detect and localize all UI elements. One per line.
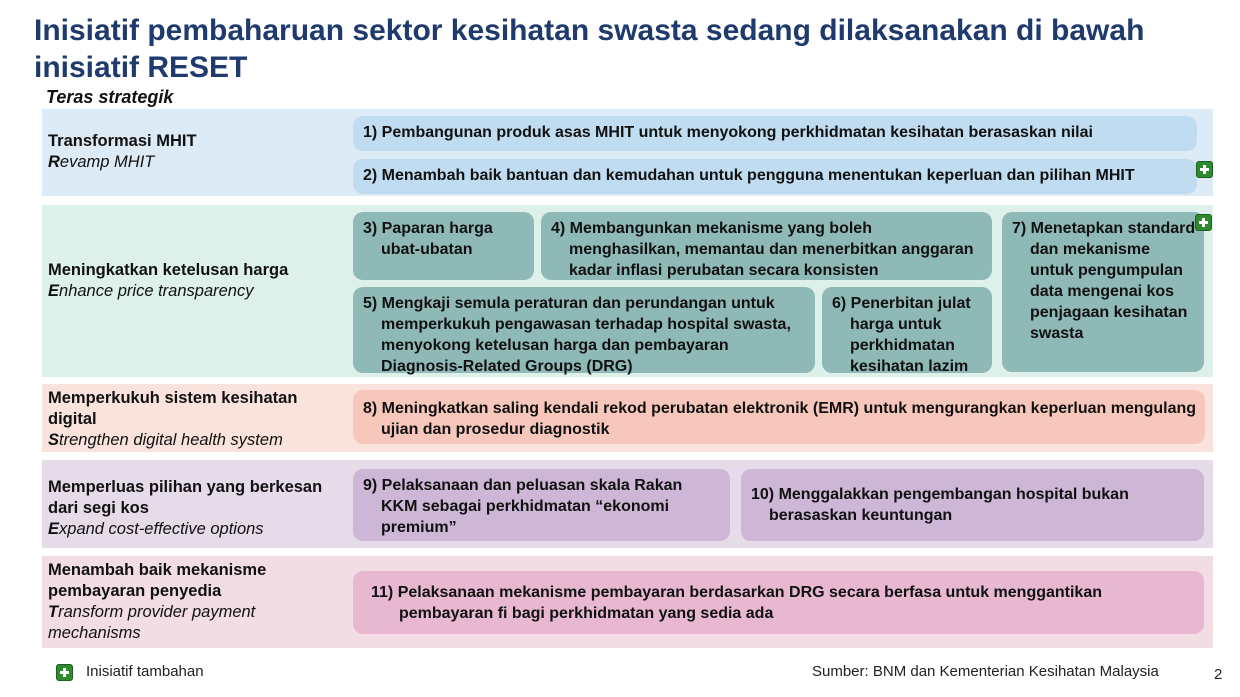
initiative-1: 1) Pembangunan produk asas MHIT untuk menyokong perkhidmatan kesihatan berasaskan nilai	[353, 116, 1197, 151]
pillar-title-ms: Memperkukuh sistem kesihatan digital	[48, 389, 298, 428]
page-title: Inisiatif pembaharuan sektor kesihatan swasta sedang dilaksanakan di bawah inisiatif RESET	[34, 14, 1145, 84]
pillar-label-cost-effective	[48, 477, 350, 540]
plus-square-icon	[56, 664, 73, 681]
pillar-title-ms: Memperluas pilihan yang berkesan dari segi kos	[48, 478, 323, 517]
pillar-label-revamp	[48, 131, 338, 173]
initiative-6: 6) Penerbitan julat harga untuk perkhidmatan kesihatan lazim	[822, 287, 992, 373]
pillar-title-en: Transform provider payment mechanisms	[48, 603, 256, 642]
pillar-label-digital-health	[48, 388, 343, 451]
initiative-3: 3) Paparan harga ubat-ubatan	[353, 212, 534, 280]
plus-square-icon	[1195, 214, 1212, 231]
initiative-9: 9) Pelaksanaan dan peluasan skala Rakan KKM sebagai perkhidmatan “ekonomi premium”	[353, 469, 730, 541]
initiative-7: 7) Menetapkan standard dan mekanisme untuk pengumpulan data mengenai kos penjagaan kesihatan swasta	[1002, 212, 1204, 372]
initiative-5: 5) Mengkaji semula peraturan dan perundangan untuk memperkukuh pengawasan terhadap hospital swasta, menyokong ketelusan harga dan pembayaran Diagnosis-Related Groups (DRG)	[353, 287, 815, 373]
source-note: Sumber: BNM dan Kementerian Kesihatan Malaysia	[812, 663, 1159, 680]
initiative-8: 8) Meningkatkan saling kendali rekod perubatan elektronik (EMR) untuk mengurangkan keperluan mengulang ujian dan prosedur diagnostik	[353, 390, 1205, 444]
initiative-4: 4) Membangunkan mekanisme yang boleh menghasilkan, memantau dan menerbitkan anggaran kadar inflasi perubatan secara konsisten	[541, 212, 992, 280]
pillar-title-ms: Meningkatkan ketelusan harga	[48, 261, 289, 279]
section-subheading: Teras strategik	[46, 87, 174, 107]
pillar-title-ms: Transformasi MHIT	[48, 132, 197, 150]
pillar-title-en: Revamp MHIT	[48, 153, 155, 171]
pillar-title-en: Strengthen digital health system	[48, 431, 283, 449]
pillar-title-ms: Menambah baik mekanisme pembayaran penyedia	[48, 561, 267, 600]
initiative-11: 11) Pelaksanaan mekanisme pembayaran berdasarkan DRG secara berfasa untuk menggantikan pembayaran fi bagi perkhidmatan yang sedia ada	[353, 571, 1204, 634]
pillar-label-price-transparency	[48, 260, 338, 302]
pillar-title-en: Enhance price transparency	[48, 282, 254, 300]
plus-square-icon	[1196, 161, 1213, 178]
pillar-title-en: Expand cost-effective options	[48, 520, 264, 538]
pillar-label-payment	[48, 560, 338, 644]
initiative-2: 2) Menambah baik bantuan dan kemudahan untuk pengguna menentukan keperluan dan pilihan MHIT	[353, 159, 1197, 194]
initiative-10: 10) Menggalakkan pengembangan hospital bukan berasaskan keuntungan	[741, 469, 1204, 541]
page-number: 2	[1214, 666, 1223, 683]
legend-label: Inisiatif tambahan	[86, 663, 204, 680]
